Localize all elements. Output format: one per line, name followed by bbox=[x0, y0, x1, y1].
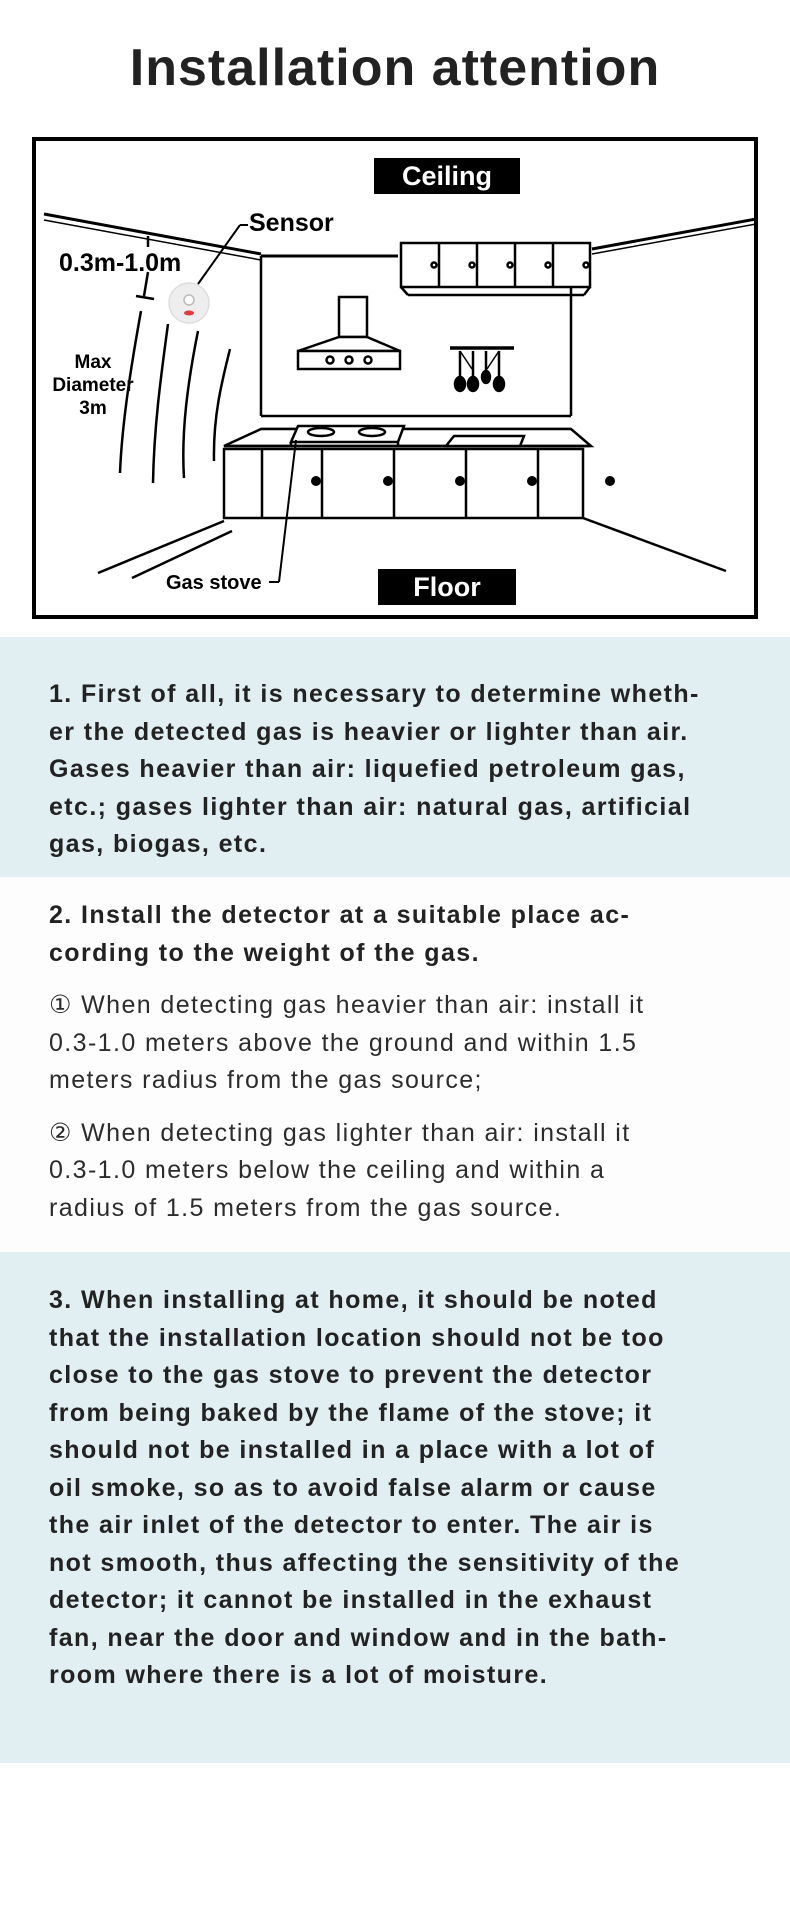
max-diameter-label-line-1: Max bbox=[74, 352, 112, 373]
section-1-line: etc.; gases lighter than air: natural gas, artificial bbox=[49, 792, 692, 821]
section-home-installation-notes bbox=[0, 1252, 790, 1763]
max-diameter-label-line-2: Diameter bbox=[52, 375, 134, 396]
sink-drawing bbox=[446, 436, 524, 446]
section-3-line: not smooth, thus affecting the sensitivity of the bbox=[49, 1548, 681, 1577]
section-1-line: Gases heavier than air: liquefied petroleum gas, bbox=[49, 755, 686, 783]
distance-label: 0.3m-1.0m bbox=[59, 249, 182, 277]
section-3-line: close to the gas stove to prevent the detector bbox=[49, 1361, 653, 1389]
section-3-line: the air inlet of the detector to enter. The air is bbox=[49, 1511, 654, 1539]
section-2-item-2-line: ② When detecting gas lighter than air: install it bbox=[49, 1118, 631, 1147]
gas-diffusion-lines bbox=[120, 311, 230, 483]
section-2-item-1-line: meters radius from the gas source; bbox=[49, 1066, 483, 1094]
utensil-rack bbox=[450, 348, 514, 391]
section-2-heading-line: 2. Install the detector at a suitable place ac- bbox=[49, 901, 631, 929]
section-2-item-heavier-gas bbox=[49, 987, 741, 1100]
section-3-line: that the installation location should not be too bbox=[49, 1323, 665, 1352]
section-3-line: room where there is a lot of moisture. bbox=[49, 1661, 549, 1689]
kitchen-counter bbox=[224, 429, 615, 518]
section-2-item-2-line: 0.3-1.0 meters below the ceiling and within a bbox=[49, 1156, 606, 1184]
section-3-line: oil smoke, so as to avoid false alarm or cause bbox=[49, 1473, 657, 1502]
section-2-item-1-line: 0.3-1.0 meters above the ground and within 1.5 bbox=[49, 1028, 638, 1057]
ceiling-label: Ceiling bbox=[401, 161, 493, 191]
section-2-item-2-line: radius of 1.5 meters from the gas source. bbox=[49, 1193, 563, 1222]
section-install-location bbox=[0, 877, 790, 1252]
page-title: Installation attention bbox=[129, 39, 661, 97]
section-3-line: detector; it cannot be installed in the exhaust bbox=[49, 1586, 653, 1614]
sensor-detector-icon bbox=[169, 283, 209, 323]
section-2-item-1-line: ① When detecting gas heavier than air: install it bbox=[49, 991, 645, 1019]
section-1-line: er the detected gas is heavier or lighter than air. bbox=[49, 717, 689, 746]
range-hood bbox=[298, 297, 400, 369]
gas-stove-label: Gas stove bbox=[166, 572, 262, 594]
section-1-line: gas, biogas, etc. bbox=[49, 830, 268, 858]
section-3-line: 3. When installing at home, it should be noted bbox=[49, 1286, 658, 1314]
section-3-text bbox=[49, 1282, 741, 1695]
floor-label: Floor bbox=[413, 572, 481, 602]
section-gas-weight bbox=[0, 637, 790, 877]
section-3-line: from being baked by the flame of the stove; it bbox=[49, 1398, 653, 1427]
section-2-item-lighter-gas bbox=[49, 1115, 741, 1228]
section-1-line: 1. First of all, it is necessary to determine wheth- bbox=[49, 680, 700, 708]
wall-cabinets bbox=[401, 243, 590, 295]
installation-diagram bbox=[32, 137, 758, 619]
section-1-text bbox=[49, 676, 741, 864]
kitchen-diagram-illustration bbox=[36, 141, 754, 615]
sensor-pointer-line bbox=[198, 225, 248, 284]
section-2-heading-line: cording to the weight of the gas. bbox=[49, 938, 480, 967]
sensor-label: Sensor bbox=[249, 209, 334, 237]
section-3-line: fan, near the door and window and in the bath- bbox=[49, 1623, 668, 1652]
section-2-heading bbox=[49, 897, 741, 972]
max-diameter-label-line-3: 3m bbox=[79, 398, 107, 419]
section-3-line: should not be installed in a place with a lot of bbox=[49, 1436, 656, 1464]
